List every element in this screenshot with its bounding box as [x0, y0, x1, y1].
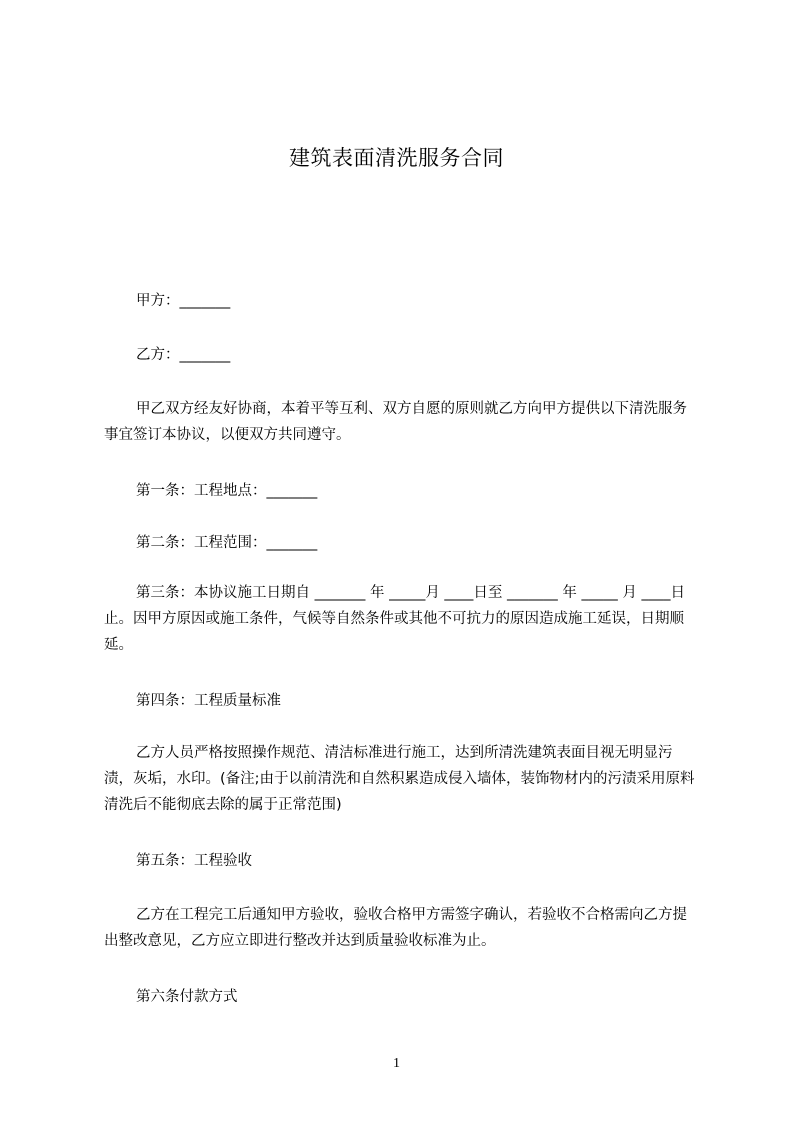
intro-paragraph: 甲乙双方经友好协商，本着平等互利、双方自愿的原则就乙方向甲方提供以下清洗服务事宜签订本协议，以便双方共同遵守。 — [104, 401, 687, 443]
clause-4-body: 乙方人员严格按照操作规范、清洁标准进行施工，达到所清洗建筑表面目视无明显污渍，灰垢，水印。(备注;由于以前清洗和自然积累造成侵入墙体，装饰物材内的污渍采用原料清洗后不能彻底去除的属于正常范围) — [104, 745, 695, 813]
page-number: 1 — [393, 1056, 400, 1071]
clause-6-heading: 第六条付款方式 — [136, 989, 238, 1005]
clause-4-heading: 第四条：工程质量标准 — [136, 693, 281, 709]
party-a-line: 甲方：_______ — [136, 293, 231, 309]
clause-3: 第三条：本协议施工日期自 _______ 年 _____月 ____日至 _______ 年 _____ 月 ____日止。因甲方原因或施工条件，气候等自然条件或其他不可抗力的原因造成施工延误，日期顺延。 — [104, 585, 685, 653]
clause-5-heading: 第五条：工程验收 — [136, 853, 252, 869]
document-title: 建筑表面清洗服务合同 — [289, 146, 504, 170]
clause-2: 第二条：工程范围：_______ — [136, 535, 318, 551]
party-b-line: 乙方：_______ — [136, 347, 231, 363]
clause-5-body: 乙方在工程完工后通知甲方验收，验收合格甲方需签字确认，若验收不合格需向乙方提出整改意见，乙方应立即进行整改并达到质量验收标准为止。 — [104, 907, 687, 949]
clause-1: 第一条：工程地点：_______ — [136, 483, 318, 499]
